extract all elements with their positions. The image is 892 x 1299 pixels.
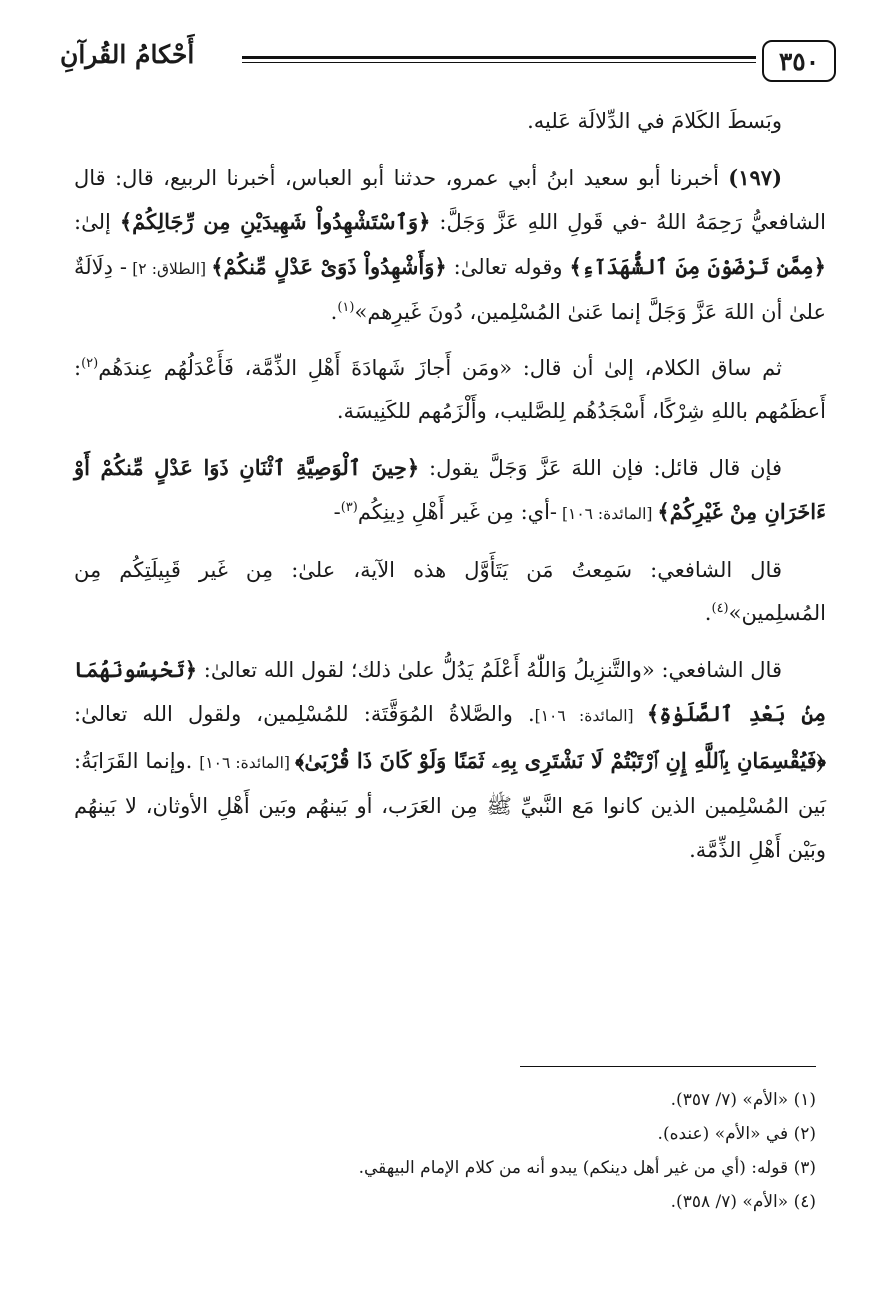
paragraph-text: - دِلَالَةٌ علىٰ أن اللهَ عَزَّ وَجَلَّ إنما عَنىٰ المُسْلِمين، دُونَ غَيرِهم» (74, 254, 826, 324)
footnotes (64, 1083, 816, 1219)
paragraph-text: . (330, 300, 338, 324)
paragraph-text: : أَعظَمُهم باللهِ شِرْكًا، أَسْجَدُهُم لِلصَّليب، وأَلْزَمُهم للكَنِيسَة. (74, 355, 826, 423)
narration-number: (١٩٧) (728, 164, 782, 190)
paragraph-text: . (704, 601, 712, 625)
paragraph-text: -أي: مِن غَير أَهْلِ دِينِكُم (357, 500, 558, 524)
paragraph-text: وقوله تعالىٰ: (446, 254, 570, 279)
footnote-2: (٢) في «الأم» (عنده). (657, 1124, 816, 1144)
paragraph-197 (74, 156, 826, 335)
paragraph-text: .وإنما القَرَابَةُ: بَين المُسْلِمين الذين كانوا مَع النَّبيِّ ﷺ مِن العَرَب، أو بَينهُم وبَين أَهْلِ الأوثان، لا بَينهُم وبَيْن أَهْلِ الذِّمَّة. (74, 748, 826, 862)
paragraph-4 (74, 549, 826, 636)
paragraph-text: إلىٰ: (74, 210, 120, 234)
footnote-3: (٣) قوله: (أي من غير أهل دينكم) يبدو أنه من كلام الإمام البيهقي. (358, 1158, 816, 1178)
verse-reference: [المائدة: ١٠٦] (557, 505, 658, 523)
page-header (60, 36, 836, 90)
book-title: أَحْكامُ القُرآنِ (60, 40, 195, 69)
main-text (74, 100, 826, 884)
paragraph-3 (74, 446, 826, 537)
paragraph-0 (74, 100, 826, 144)
quran-verse: ﴿تَحْبِسُونَهُمَا مِنۢ بَعْدِ ٱلصَّلَوٰةِ﴾ (74, 656, 826, 726)
footnote-marker[interactable]: (١) (337, 300, 355, 315)
paragraph-text: . والصَّلاةُ المُوَقَّتَة: للمُسْلِمين، ولقول الله تعالىٰ: (74, 702, 535, 726)
footnote-4: (٤) «الأم» (٧/ ٣٥٨). (670, 1192, 816, 1212)
verse-reference: [المائدة: ١٠٦] (534, 707, 647, 725)
quran-verse: ﴿حِينَ ٱلْوَصِيَّةِ ٱثْنَانِ ذَوَا عَدْلٍ مِّنكُمْ أَوْ ءَاخَرَانِ مِنْ غَيْرِكُمْ﴾ (74, 454, 826, 524)
footnote-marker[interactable]: (٣) (340, 500, 358, 515)
paragraph-text: - (333, 500, 341, 524)
paragraph-text: ثم ساق الكلام، إلىٰ أن قال: «ومَن أَجازَ شَهادَةَ أَهْلِ الذِّمَّة، فَأَعْدَلُهُم عِندَهُم (98, 355, 782, 380)
page-number: ٣٥٠ (762, 40, 836, 82)
paragraph-text: وبَسطَ الكَلامَ في الدِّلالَة عَليه. (527, 109, 782, 133)
paragraph-text: فإن قال قائل: فإن اللهَ عَزَّ وَجَلَّ يقول: (419, 455, 782, 480)
quran-verse: ﴿وَٱسْتَشْهِدُواْ شَهِيدَيْنِ مِن رِّجَالِكُمْ﴾ (119, 209, 431, 234)
quran-verse: ﴿فَيُقْسِمَانِ بِٱللَّهِ إِنِ ٱرْتَبْتُمْ لَا نَشْتَرِى بِهِۦ ثَمَنًا وَلَوْ كَانَ ذَا قُرْبَىٰ﴾ (295, 747, 826, 773)
verse-reference: [المائدة: ١٠٦] (199, 753, 296, 772)
paragraph-text: قال الشافعي: «والتَّنزِيلُ وَاللّٰهُ أَعْلَمُ يَدُلُّ علىٰ ذلك؛ لقول الله تعالىٰ: (197, 657, 782, 682)
paragraph-5 (74, 648, 826, 873)
footnote-1: (١) «الأم» (٧/ ٣٥٧). (670, 1090, 816, 1110)
quran-verse: ﴿وَأَشْهِدُواْ ذَوَىْ عَدْلٍ مِّنكُمْ﴾ (211, 253, 447, 279)
quran-verse: ﴿مِمَّن تَرْضَوْنَ مِنَ ٱلشُّهَدَآءِ﴾ (569, 253, 826, 279)
verse-reference: [الطلاق: ٢] (127, 259, 212, 278)
header-rule (242, 56, 756, 63)
footnote-separator (520, 1066, 816, 1067)
paragraph-text: أخبرنا أبو سعيد ابنُ أبي عمرو، حدثنا أبو العباس، أخبرنا الربيع، قال: قال الشافعيُّ رَحِمَهُ اللهُ -في قَولِ اللهِ عَزَّ وَجَلَّ: (74, 165, 826, 234)
footnote-marker[interactable]: (٤) (711, 601, 729, 616)
footnote-marker[interactable]: (٢) (81, 355, 99, 371)
paragraph-text: قال الشافعي: سَمِعتُ مَن يَتَأَوَّل هذه الآية، علىٰ: مِن غَير قَبِيلَتِكُم مِن المُسلِمين» (74, 557, 826, 625)
paragraph-2 (74, 347, 826, 434)
